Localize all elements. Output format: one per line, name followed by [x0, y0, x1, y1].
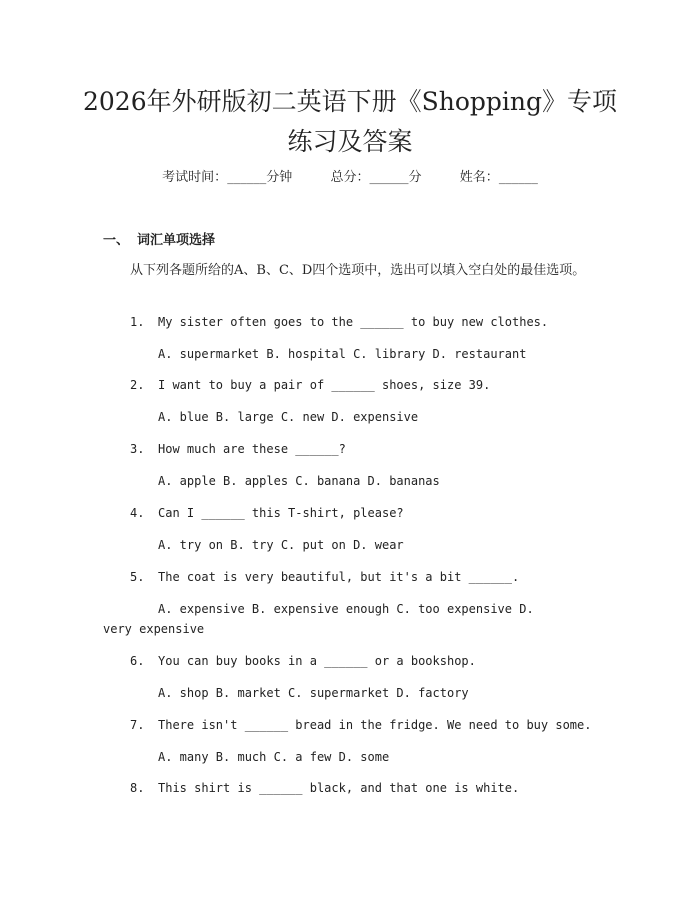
- question-number: 7.: [130, 718, 145, 732]
- total-score-unit: 分: [408, 170, 422, 185]
- question-text: You can buy books in a ______ or a bookshop.: [158, 654, 476, 668]
- question-text: This shirt is ______ black, and that one is white.: [158, 781, 520, 795]
- question-text: How much are these ______?: [158, 442, 346, 456]
- section-instruction: 从下列各题所给的A、B、C、D四个选项中，选出可以填入空白处的最佳选项。: [130, 263, 586, 278]
- section-title: 词汇单项选择: [137, 233, 216, 248]
- name-label: 姓名：: [459, 170, 499, 185]
- exam-info: [0, 168, 700, 188]
- question-options: A. many B. much C. a few D. some: [158, 750, 390, 764]
- question-text: My sister often goes to the ______ to buy new clothes.: [158, 315, 549, 329]
- question-options: A. blue B. large C. new D. expensive: [158, 410, 419, 424]
- question-options: A. try on B. try C. put on D. wear: [158, 538, 404, 552]
- question-number: 6.: [130, 654, 145, 668]
- question-text: The coat is very beautiful, but it's a bit ______.: [158, 570, 520, 584]
- question-number: 4.: [130, 506, 145, 520]
- question-number: 2.: [130, 378, 145, 392]
- question-options: A. expensive B. expensive enough C. too expensive D. very expensive: [103, 602, 534, 636]
- question-text: I want to buy a pair of ______ shoes, size 39.: [158, 378, 491, 392]
- question-text: Can I ______ this T-shirt, please?: [158, 506, 404, 520]
- document-title: 2026年外研版初二英语下册《Shopping》专项练习及答案: [82, 87, 617, 156]
- question-number: 8.: [130, 781, 145, 795]
- total-score-blank: ______: [369, 170, 409, 185]
- exam-time-blank: ______: [227, 170, 267, 185]
- name-blank: ______: [498, 170, 538, 185]
- question-text: There isn't ______ bread in the fridge. We need to buy some.: [158, 718, 592, 732]
- exam-time-unit: 分钟: [266, 170, 293, 185]
- exam-time-label: 考试时间：: [162, 170, 228, 185]
- question-number: 3.: [130, 442, 145, 456]
- question-options: A. apple B. apples C. banana D. bananas: [158, 474, 440, 488]
- section-number: 一、: [103, 233, 130, 248]
- question-number: 5.: [130, 570, 145, 584]
- question-options: A. shop B. market C. supermarket D. factory: [158, 686, 469, 700]
- section-heading: [103, 229, 215, 248]
- question-number: 1.: [130, 315, 145, 329]
- question-options: A. supermarket B. hospital C. library D. restaurant: [158, 347, 527, 361]
- total-score-label: 总分：: [330, 170, 370, 185]
